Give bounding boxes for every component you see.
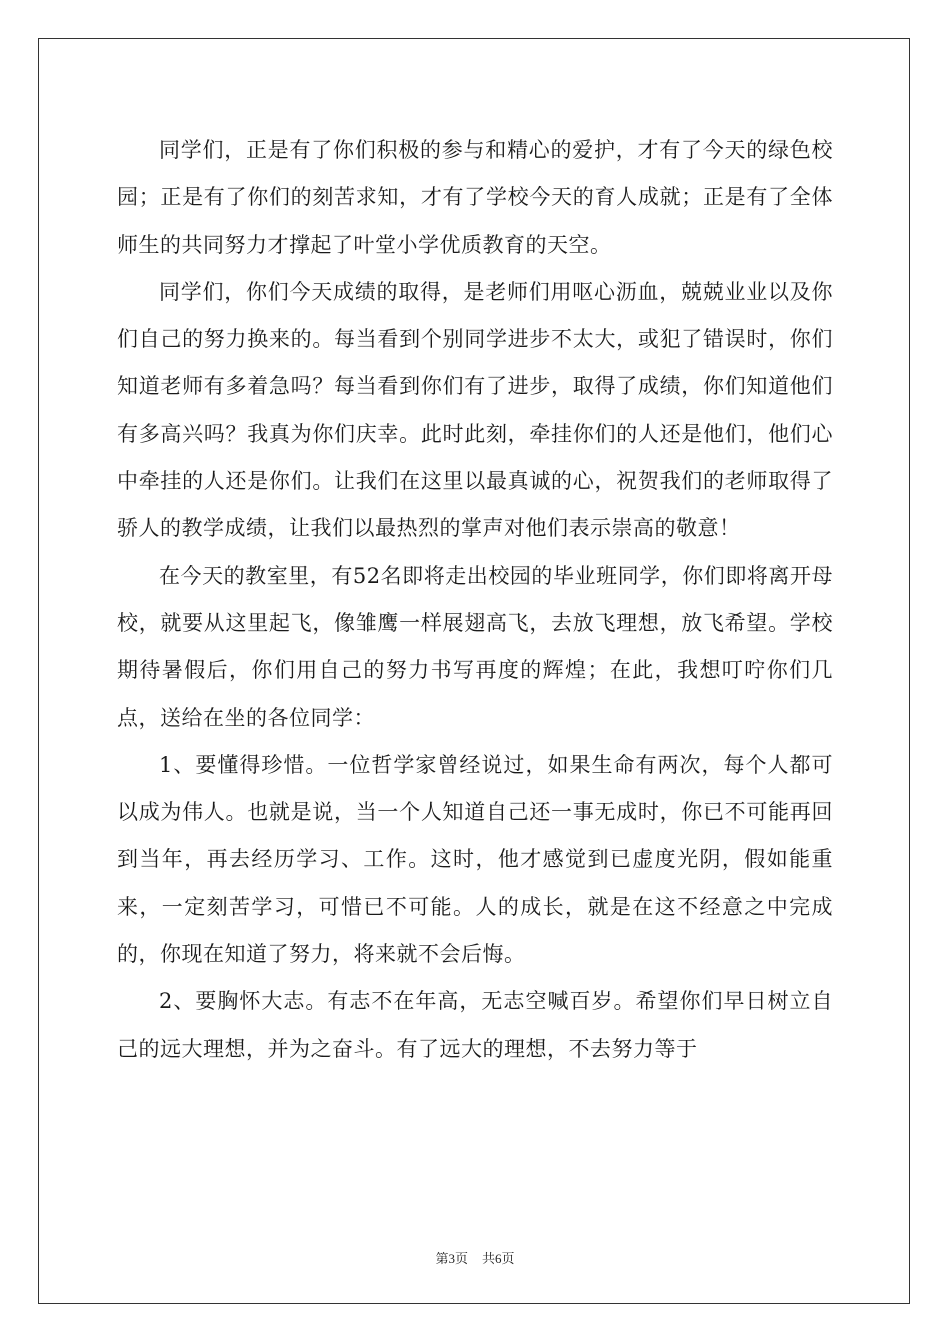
paragraph-3: 在今天的教室里，有52名即将走出校园的毕业班同学，你们即将离开母校，就要从这里起飞，像雏鹰一样展翅高飞，去放飞理想，放飞希望。学校期待暑假后，你们用自己的努力书写再度的辉煌；在此，我想叮咛你们几点，送给在坐的各位同学： (117, 563, 833, 730)
page-total: 共6页 (482, 1251, 515, 1266)
page-number: 第3页 (435, 1251, 468, 1266)
paragraph-1: 同学们，正是有了你们积极的参与和精心的爱护，才有了今天的绿色校园；正是有了你们的刻苦求知，才有了学校今天的育人成就；正是有了全体师生的共同努力才撑起了叶堂小学优质教育的天空。 (117, 138, 833, 257)
page-footer (0, 1248, 950, 1267)
paragraph-4: 1、要懂得珍惜。一位哲学家曾经说过，如果生命有两次，每个人都可以成为伟人。也就是说，当一个人知道自己还一事无成时，你已不可能再回到当年，再去经历学习、工作。这时，他才感觉到已虚度光阴，假如能重来，一定刻苦学习，可惜已不可能。人的成长，就是在这不经意之中完成的，你现在知道了努力，将来就不会后悔。 (117, 752, 833, 967)
paragraph-5: 2、要胸怀大志。有志不在年高，无志空喊百岁。希望你们早日树立自己的远大理想，并为之奋斗。有了远大的理想，不去努力等于 (117, 989, 833, 1061)
paragraph-2: 同学们，你们今天成绩的取得，是老师们用呕心沥血，兢兢业业以及你们自己的努力换来的。每当看到个别同学进步不太大，或犯了错误时，你们知道老师有多着急吗？每当看到你们有了进步，取得了成绩，你们知道他们有多高兴吗？我真为你们庆幸。此时此刻，牵挂你们的人还是他们，他们心中牵挂的人还是你们。让我们在这里以最真诚的心，祝贺我们的老师取得了骄人的教学成绩，让我们以最热烈的掌声对他们表示崇高的敬意！ (117, 279, 833, 541)
document-body (117, 127, 833, 1073)
